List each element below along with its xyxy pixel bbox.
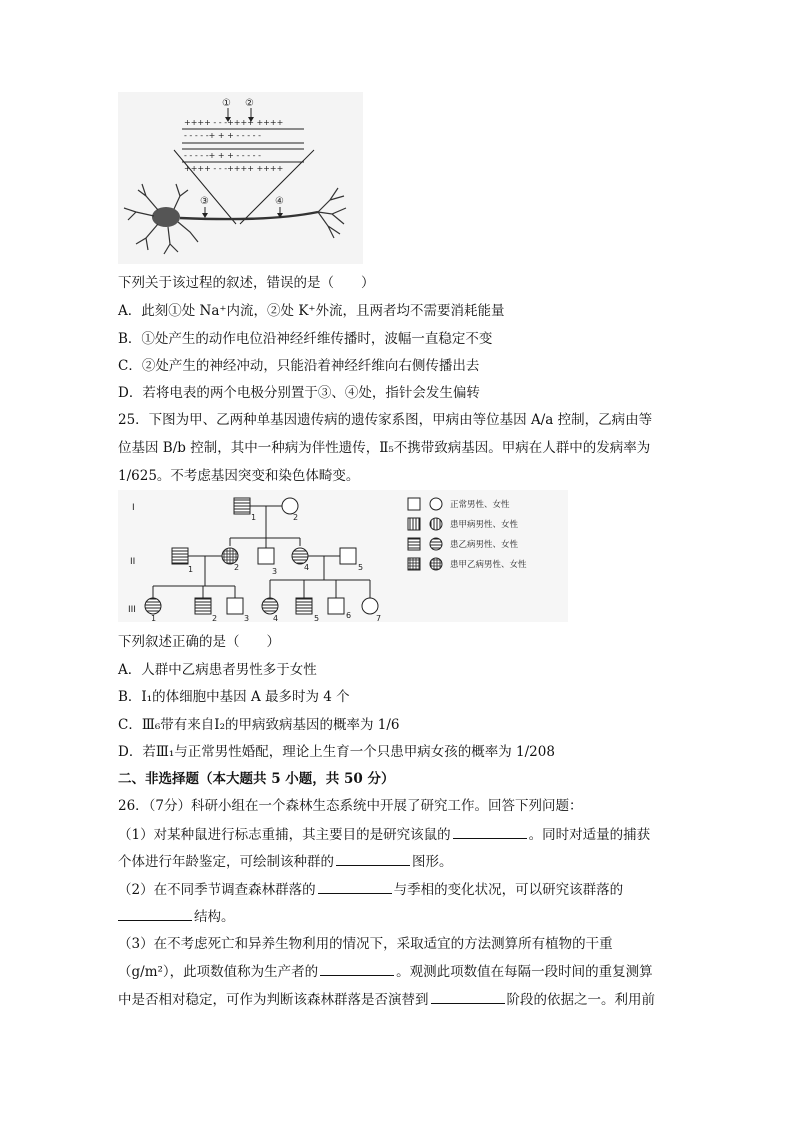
q26-part-2-line-2 (118, 906, 235, 927)
marker-4: ④ (275, 196, 284, 207)
q26-p1b: 。同时对适量的捕获 (528, 827, 651, 843)
q24-stem: 下列关于该过程的叙述，错误的是（ ） (118, 275, 375, 291)
q25-line-2: 位基因 B/b 控制，其中一种病为伴性遗传，Ⅱ₅不携带致病基因。甲病在人群中的发病率为 (118, 440, 651, 456)
q26-part-1-line-1 (118, 824, 650, 845)
label-iii-5: 5 (314, 614, 320, 622)
q24-option-a: A．此刻①处 Na⁺内流，②处 K⁺外流，且两者均不需要消耗能量 (118, 303, 505, 319)
label-iii-2: 2 (212, 614, 218, 622)
label-ii-5: 5 (358, 563, 364, 572)
legend-normal: 正常男性、女性 (450, 500, 510, 510)
q25-stem: 下列叙述正确的是（ ） (118, 634, 280, 650)
q26-p2c: 结构。 (194, 909, 235, 925)
label-ii-1: 1 (188, 565, 194, 574)
q24-option-b: B．①处产生的动作电位沿神经纤维传播时，波幅一直稳定不变 (118, 331, 493, 347)
q26-blank-1[interactable] (453, 824, 527, 839)
charge-row-top: ++++ ‑ ‑ ‑++++ ++++ (184, 118, 284, 127)
q26-p3d: 中是否相对稳定，可作为判断该森林群落是否演替到 (118, 992, 429, 1008)
q26-blank-4[interactable] (118, 906, 192, 921)
label-iii-3: 3 (244, 614, 250, 622)
q25-option-d: D．若Ⅲ₁与正常男性婚配，理论上生育一个只患甲病女孩的概率为 1/208 (118, 744, 555, 760)
label-iii-6: 6 (346, 611, 352, 620)
q26-line-1: 26．（7分）科研小组在一个森林生态系统中开展了研究工作。回答下列问题： (118, 798, 583, 814)
label-i-1: 1 (251, 513, 257, 522)
q24-option-c: C．②处产生的神经冲动，只能沿着神经纤维向右侧传播出去 (118, 358, 480, 374)
neuron-diagram (118, 92, 363, 264)
q26-part-3-line-3 (118, 989, 655, 1010)
charge-row-3: ‑ ‑ ‑ ‑ ‑+ + + ‑ ‑ ‑ ‑ ‑ (184, 151, 261, 160)
q26-blank-3[interactable] (318, 879, 392, 894)
q25-option-c: C．Ⅲ₆带有来自Ⅰ₂的甲病致病基因的概率为 1/6 (118, 717, 400, 733)
pedigree-chart (118, 490, 568, 622)
label-ii-4: 4 (304, 563, 310, 572)
label-ii-2: 2 (234, 563, 240, 572)
marker-1: ① (222, 98, 231, 109)
label-ii-3: 3 (272, 567, 278, 576)
q25-line-1: 25．下图为甲、乙两种单基因遗传病的遗传家系图，甲病由等位基因 A/a 控制，乙病由等 (118, 412, 653, 428)
q26-part-2-line-1 (118, 879, 623, 900)
marker-3: ③ (200, 196, 209, 207)
label-iii-4: 4 (273, 614, 279, 622)
q25-option-b: B．Ⅰ₁的体细胞中基因 A 最多时为 4 个 (118, 689, 350, 705)
charge-row-2: ‑ ‑ ‑ ‑ ‑+ + + ‑ ‑ ‑ ‑ ‑ (184, 131, 261, 140)
label-iii-7: 7 (376, 614, 382, 622)
q26-p3e: 阶段的依据之一。利用前 (506, 992, 655, 1008)
q26-p1c: 个体进行年龄鉴定，可绘制该种群的 (118, 854, 334, 870)
label-iii-1: 1 (151, 614, 157, 622)
q24-option-d: D．若将电表的两个电极分别置于③、④处，指针会发生偏转 (118, 385, 480, 401)
q25-option-a: A．人群中乙病患者男性多于女性 (118, 662, 317, 678)
q26-part-3-line-1: （3）在不考虑死亡和异养生物利用的情况下，采取适宜的方法测算所有植物的干重 (118, 936, 613, 952)
label-i-2: 2 (293, 513, 299, 522)
section-heading: 二、非选择题（本大题共 5 小题，共 50 分） (118, 771, 395, 787)
gen-label-1: I (132, 503, 135, 513)
q26-blank-2[interactable] (336, 851, 410, 866)
marker-2: ② (245, 98, 254, 109)
q25-line-3: 1/625。不考虑基因突变和染色体畸变。 (118, 468, 360, 484)
q26-p1a: （1）对某种鼠进行标志重捕，其主要目的是研究该鼠的 (118, 827, 451, 843)
q26-p2b: 与季相的变化状况，可以研究该群落的 (393, 882, 624, 898)
q26-p2a: （2）在不同季节调查森林群落的 (118, 882, 316, 898)
legend-disease-ab: 患甲乙病男性、女性 (450, 560, 527, 570)
q26-p3c: 。观测此项数值在每隔一段时间的重复测算 (396, 964, 653, 980)
gen-label-3: III (128, 605, 136, 615)
q26-part-1-line-2 (118, 851, 453, 872)
legend-disease-a: 患甲病男性、女性 (450, 520, 519, 530)
gen-label-2: II (130, 557, 136, 567)
q26-p3b: （g/m²），此项数值称为生产者的 (118, 964, 319, 980)
q26-part-3-line-2 (118, 961, 653, 982)
q26-p1d: 图形。 (412, 854, 453, 870)
q26-blank-6[interactable] (431, 989, 505, 1004)
q26-blank-5[interactable] (320, 961, 394, 976)
legend-disease-b: 患乙病男性、女性 (450, 540, 519, 550)
charge-row-bottom: ++++ ‑ ‑ ‑++++ ++++ (184, 164, 284, 173)
